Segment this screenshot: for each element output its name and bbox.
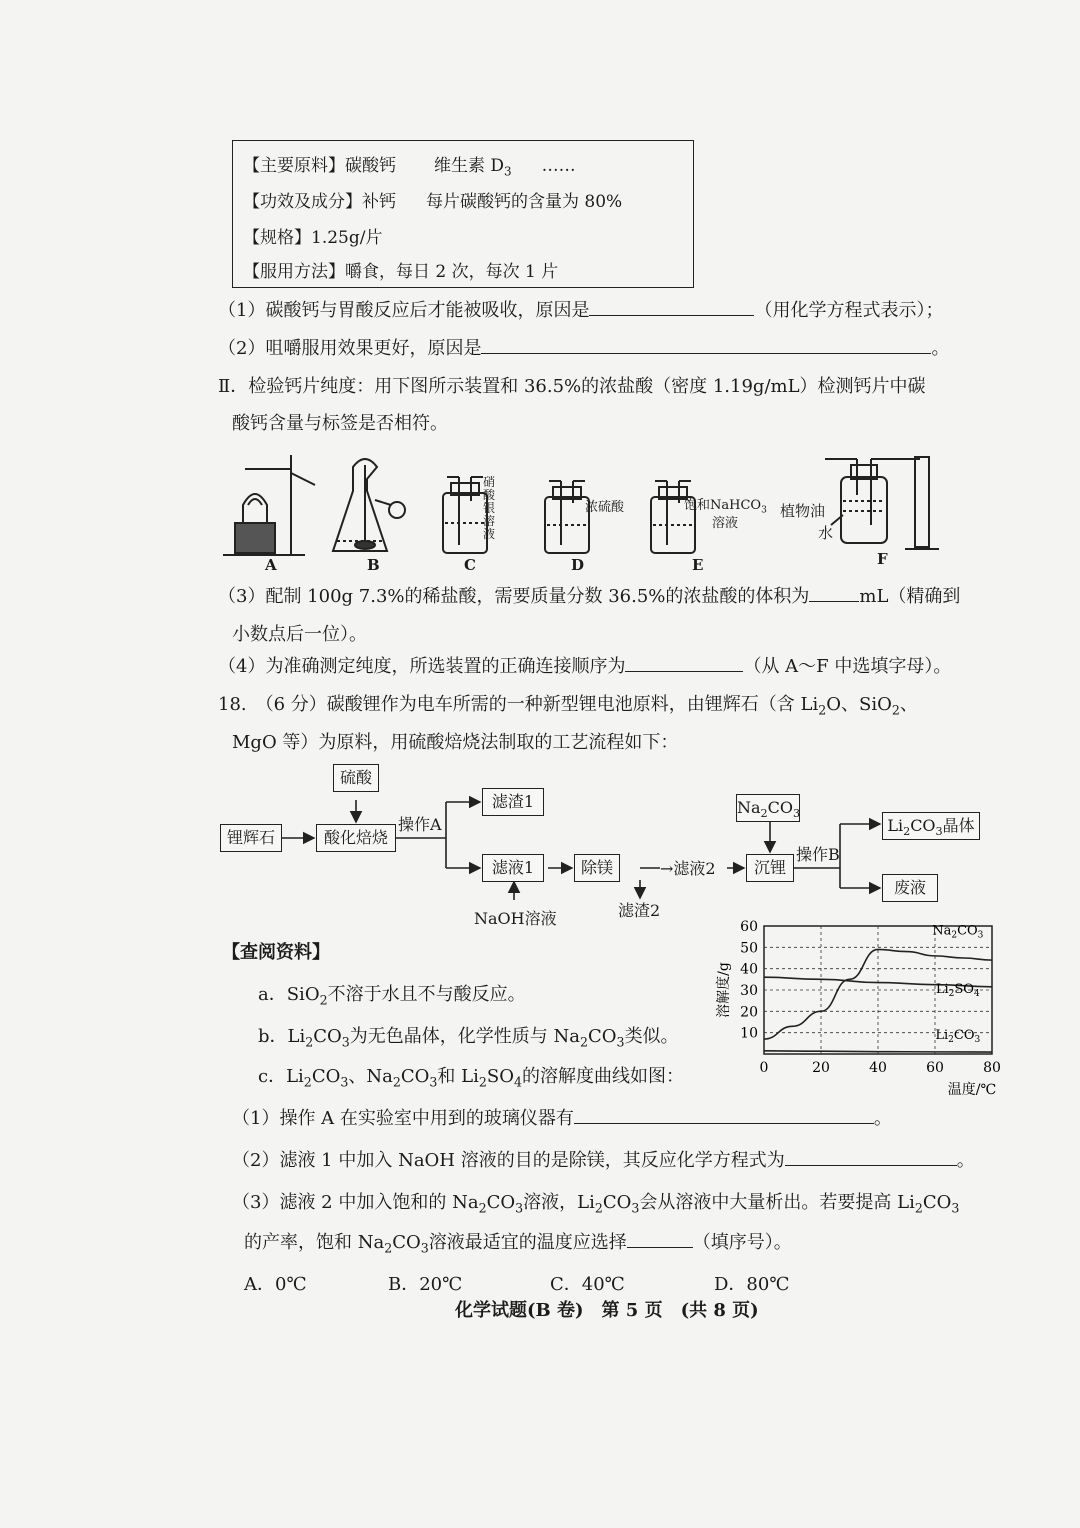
chart-ytick-label: 50	[740, 940, 758, 957]
reference-b: b．$Li_2CO_3$为无色晶体，化学性质与 $Na_2CO_3$类似。	[258, 1026, 679, 1050]
flow-sulfuric-acid: 硫酸	[333, 764, 379, 792]
q18-question-3-line2: 的产率，饱和 $Na_2CO_3$溶液最适宜的温度应选择 （填序号）。	[244, 1232, 792, 1256]
q18-intro-line1: 18. （6 分）碳酸锂作为电车所需的一种新型锂电池原料，由锂辉石（含 $Li_2O$、SiO$_2$、	[218, 694, 918, 718]
chart-xtick-label: 60	[926, 1060, 944, 1076]
apparatus-F-cylinder	[915, 457, 929, 547]
answer-blank-3[interactable]	[809, 585, 859, 602]
part2-heading-line1: Ⅱ．检验钙片纯度：用下图所示装置和 36.5%的浓盐酸（密度 1.19g/mL）检测钙片中碳	[218, 376, 926, 397]
choice-D[interactable]: D．80℃	[714, 1274, 790, 1295]
choice-B[interactable]: B．20℃	[388, 1274, 463, 1295]
flow-acid-roasting: 酸化焙烧	[316, 824, 396, 852]
part2-heading-line2: 酸钙含量与标签是否相符。	[232, 413, 448, 434]
apparatus-label-E: E	[692, 556, 704, 574]
flow-naoh-solution: NaOH溶液	[474, 909, 557, 928]
apparatus-E-reagent-line2: 溶液	[712, 516, 739, 531]
flow-operation-A: 操作A	[398, 815, 442, 834]
flow-filtrate-2: →滤液2	[660, 859, 716, 878]
flow-magnesium-removal: 除镁	[574, 854, 620, 882]
answer-blank-18-1[interactable]	[574, 1107, 874, 1124]
apparatus-A-block	[235, 523, 275, 553]
apparatus-label-B: B	[367, 556, 380, 574]
apparatus-C-reagent: 硝酸银溶液	[483, 475, 496, 541]
flow-residue-2: 滤渣2	[618, 901, 661, 920]
answer-blank-18-2[interactable]	[785, 1149, 957, 1166]
chart-xlabel: 温度/℃	[947, 1082, 997, 1098]
answer-blank-4[interactable]	[625, 655, 743, 672]
question-1-1: （1）碳酸钙与胃酸反应后才能被吸收，原因是 （用化学方程式表示）；	[218, 300, 944, 321]
flow-spodumene: 锂辉石	[220, 824, 282, 852]
chart-ytick-label: 30	[740, 983, 758, 999]
page-footer: 化学试题(B 卷) 第 5 页 (共 8 页)	[455, 1300, 759, 1321]
answer-blank-18-3[interactable]	[627, 1231, 693, 1248]
chart-series-line-Li2CO3	[764, 1051, 992, 1052]
reference-title: 【查阅资料】	[222, 942, 330, 963]
apparatus-label-D: D	[571, 556, 585, 574]
product-label-box	[232, 140, 694, 288]
chart-series-label-Na2CO3: $Na_2CO_3$	[932, 923, 984, 941]
question-2-4: （4）为准确测定纯度，所选装置的正确连接顺序为 （从 A～F 中选填字母）。	[218, 656, 952, 677]
label-row-effect: 【功效及成分】补钙 每片碳酸钙的含量为 80%	[243, 192, 623, 212]
q18-intro-line2: MgO 等）为原料，用硫酸焙烧法制取的工艺流程如下：	[232, 732, 679, 753]
question-2-3-line2: 小数点后一位）。	[232, 624, 367, 645]
label-row-spec: 【规格】1.25g/片	[243, 228, 383, 248]
answer-blank-2[interactable]	[481, 337, 931, 354]
chart-series-label-Li2CO3: $Li_2CO_3$	[935, 1028, 981, 1046]
chart-ytick-label: 60	[740, 919, 758, 935]
q18-question-3: （3）滤液 2 中加入饱和的 $Na_2CO_3$溶液，$Li_2CO_3$会从溶液中大量析出。若要提高 $Li_2CO_3$	[232, 1192, 960, 1216]
apparatus-F-oil-label: 植物油	[780, 502, 826, 520]
chart-series-label-Li2SO4: $Li_2SO_4$	[935, 982, 980, 1000]
apparatus-label-F: F	[877, 550, 888, 568]
question-2-3: （3）配制 100g 7.3%的稀盐酸，需要质量分数 36.5%的浓盐酸的体积为 mL（精确到	[218, 586, 961, 607]
q18-question-1: （1）操作 A 在实验室中用到的玻璃仪器有 。	[232, 1108, 892, 1129]
chart-xtick-label: 40	[869, 1060, 887, 1076]
answer-blank-1[interactable]	[589, 299, 754, 316]
q18-question-2: （2）滤液 1 中加入 NaOH 溶液的目的是除镁，其反应化学方程式为 。	[232, 1150, 975, 1171]
solubility-chart	[700, 910, 1020, 1110]
flow-na2co3: $Na_2CO_3$	[736, 794, 800, 822]
flow-waste-liquid: 废液	[882, 874, 938, 902]
flow-filtrate-1: 滤液1	[482, 854, 544, 882]
chart-ylabel: 溶解度/g	[716, 962, 732, 1018]
chart-xtick-label: 80	[983, 1060, 1001, 1076]
choice-C[interactable]: C．40℃	[550, 1274, 625, 1295]
flow-operation-B: 操作B	[796, 845, 840, 864]
label-row-usage: 【服用方法】嚼食，每日 2 次，每次 1 片	[243, 262, 559, 282]
chart-ytick-label: 10	[740, 1025, 758, 1042]
apparatus-D-reagent: 浓硫酸	[585, 500, 625, 515]
chart-xtick-label: 0	[759, 1060, 769, 1076]
label-row-ingredients: 【主要原料】碳酸钙 维生素 $D_3$ ……	[243, 156, 576, 179]
apparatus-E-reagent: 饱和NaHCO$_3$	[684, 498, 767, 516]
apparatus-B-flask	[333, 459, 387, 551]
flow-li2co3-crystal: $Li_2CO_3$晶体	[882, 812, 980, 840]
flow-lithium-precipitation: 沉锂	[746, 854, 794, 882]
flow-residue-1: 滤渣1	[482, 788, 544, 816]
chart-ytick-label: 20	[740, 1004, 758, 1021]
chart-ytick-label: 40	[740, 961, 758, 978]
question-1-2: （2）咀嚼服用效果更好，原因是 。	[218, 338, 950, 359]
apparatus-label-C: C	[464, 556, 476, 574]
reference-a: a．SiO$_2$不溶于水且不与酸反应。	[258, 984, 526, 1008]
apparatus-label-A: A	[265, 556, 277, 574]
choice-A[interactable]: A．0℃	[244, 1274, 307, 1295]
chart-xtick-label: 20	[812, 1060, 830, 1076]
reference-c: c．$Li_2CO_3$、$Na_2CO_3$和 $Li_2SO_4$的溶解度曲线如图：	[258, 1066, 684, 1090]
apparatus-F-water-label: 水	[818, 524, 834, 542]
